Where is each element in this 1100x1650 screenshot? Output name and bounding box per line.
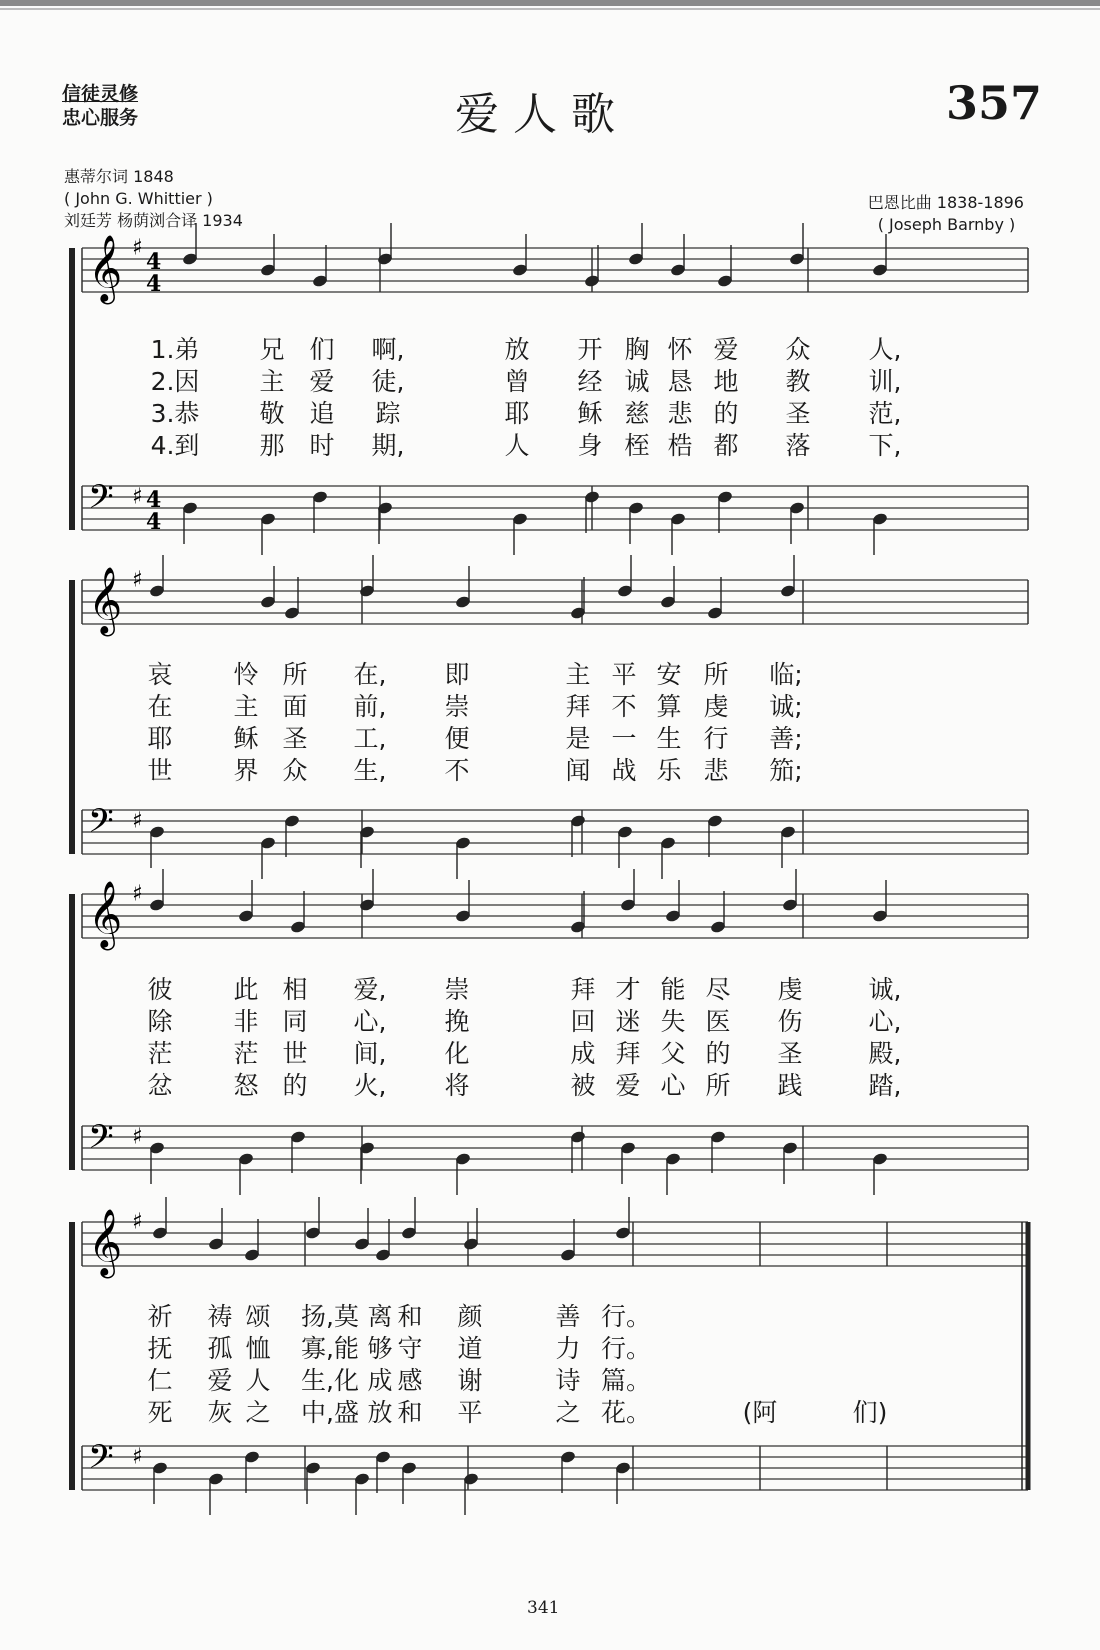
lyric-syllable: 地 xyxy=(713,367,739,396)
lyric-syllable: 医 xyxy=(705,1007,731,1036)
lyric-syllable: 所 xyxy=(282,660,308,689)
lyric-syllable: 父 xyxy=(660,1039,686,1068)
bass-clef: 𝄢 xyxy=(88,1438,114,1485)
lyric-syllable: 火, xyxy=(353,1071,387,1100)
lyric-syllable: 回 xyxy=(570,1007,596,1036)
lyric-syllable: 彼 xyxy=(147,975,173,1004)
lyric-verse-4 xyxy=(0,1393,1100,1427)
lyric-syllable: 离 xyxy=(367,1302,393,1331)
lyric-syllable: 期, xyxy=(371,431,405,460)
lyric-syllable: 心 xyxy=(660,1071,686,1100)
treble-clef: 𝄞 xyxy=(88,879,123,948)
lyric-syllable: 兄 xyxy=(259,335,285,364)
lyric-syllable: 笳; xyxy=(769,756,803,785)
lyric-syllable: 哀 xyxy=(147,660,173,689)
lyric-syllable: 1.弟 xyxy=(150,335,200,364)
lyric-syllable: 的 xyxy=(282,1071,308,1100)
lyric-syllable: 生, xyxy=(353,756,387,785)
lyric-syllable: 将 xyxy=(444,1071,470,1100)
lyric-syllable: 乐 xyxy=(656,756,682,785)
lyric-syllable: 范, xyxy=(868,399,902,428)
lyric-syllable: 祷 xyxy=(207,1302,233,1331)
lyric-syllable: 祈 xyxy=(147,1302,173,1331)
lyric-syllable: 不 xyxy=(444,756,470,785)
lyric-syllable: 孤 xyxy=(207,1334,233,1363)
lyric-syllable: 经 xyxy=(577,367,603,396)
lyric-syllable: 教 xyxy=(785,367,811,396)
lyric-syllable: 成 xyxy=(367,1366,393,1395)
lyric-syllable: 崇 xyxy=(444,975,470,1004)
lyric-syllable: 爱, xyxy=(353,975,387,1004)
category-line-1: 信徒灵修 xyxy=(62,83,139,105)
lyric-syllable: 悲 xyxy=(703,756,729,785)
lyric-syllable: 怒 xyxy=(233,1071,259,1100)
lyric-syllable: 生 xyxy=(656,724,682,753)
lyric-syllable: 是 xyxy=(565,724,591,753)
lyric-syllable: 平 xyxy=(611,660,637,689)
lyric-syllable: 时 xyxy=(309,431,335,460)
lyric-syllable: 那 xyxy=(259,431,285,460)
lyric-syllable: 圣 xyxy=(777,1039,803,1068)
lyric-syllable: 恤 xyxy=(245,1334,271,1363)
lyric-syllable: 平 xyxy=(457,1398,483,1427)
lyricist-en: ( John G. Whittier ) xyxy=(64,189,213,208)
lyric-syllable: 们 xyxy=(309,335,335,364)
lyric-syllable: 敬 xyxy=(259,399,285,428)
lyric-syllable: 被 xyxy=(570,1071,596,1100)
lyric-syllable: 忿 xyxy=(147,1071,173,1100)
key-signature-sharp: ♯ xyxy=(132,808,143,834)
lyric-syllable: 拜 xyxy=(615,1039,641,1068)
lyric-syllable: 开 xyxy=(577,335,603,364)
hymn-number: 357 xyxy=(946,76,1043,130)
lyric-syllable: 爱 xyxy=(207,1366,233,1395)
lyric-syllable: 守 xyxy=(397,1334,423,1363)
treble-clef: 𝄞 xyxy=(88,233,123,302)
lyric-syllable: 临; xyxy=(769,660,803,689)
lyric-verse-4 xyxy=(0,426,1100,460)
lyric-syllable: 不 xyxy=(611,692,637,721)
lyric-syllable: 灰 xyxy=(207,1398,233,1427)
lyric-syllable: 2.因 xyxy=(150,367,200,396)
lyric-syllable: 寡,能 xyxy=(301,1334,359,1363)
lyric-syllable: 世 xyxy=(282,1039,308,1068)
lyric-syllable: 便 xyxy=(444,724,470,753)
lyric-syllable: 身 xyxy=(577,431,603,460)
lyric-syllable: 人 xyxy=(245,1366,271,1395)
lyric-syllable: 圣 xyxy=(785,399,811,428)
lyric-verse-1 xyxy=(0,655,1100,689)
lyric-syllable: 主 xyxy=(565,660,591,689)
lyric-syllable: 才 xyxy=(615,975,641,1004)
lyric-syllable: 稣 xyxy=(577,399,603,428)
lyric-syllable: 怜 xyxy=(233,660,259,689)
lyric-syllable: 相 xyxy=(282,975,308,1004)
lyric-syllable: 训, xyxy=(868,367,902,396)
lyric-syllable: 主 xyxy=(233,692,259,721)
lyric-syllable: 放 xyxy=(504,335,530,364)
key-signature-sharp: ♯ xyxy=(132,1124,143,1150)
lyric-syllable: 生,化 xyxy=(301,1366,359,1395)
lyric-syllable: 践 xyxy=(777,1071,803,1100)
lyric-syllable: 世 xyxy=(147,756,173,785)
lyric-verse-1 xyxy=(0,330,1100,364)
lyric-syllable: 之 xyxy=(245,1398,271,1427)
lyric-syllable: 和 xyxy=(397,1398,423,1427)
lyric-syllable: 4.到 xyxy=(150,431,200,460)
lyric-syllable: 尽 xyxy=(705,975,731,1004)
lyric-verse-3 xyxy=(0,394,1100,428)
lyric-syllable: 徒, xyxy=(371,367,405,396)
lyric-syllable: 踏, xyxy=(868,1071,902,1100)
composer-en: ( Joseph Barnby ) xyxy=(877,215,1016,234)
lyric-syllable: 爱 xyxy=(713,335,739,364)
lyric-syllable: 感 xyxy=(397,1366,423,1395)
lyric-syllable: 追 xyxy=(309,399,335,428)
lyric-syllable: 啊, xyxy=(371,335,405,364)
lyric-syllable: 所 xyxy=(703,660,729,689)
lyric-verse-4 xyxy=(0,1066,1100,1100)
lyric-syllable: 前, xyxy=(353,692,387,721)
lyric-syllable: 梏 xyxy=(667,431,693,460)
lyric-syllable: 非 xyxy=(233,1007,259,1036)
lyric-verse-3 xyxy=(0,1034,1100,1068)
lyric-syllable: 在, xyxy=(353,660,387,689)
lyric-syllable: 即 xyxy=(444,660,470,689)
lyric-syllable: 圣 xyxy=(282,724,308,753)
lyric-syllable: 除 xyxy=(147,1007,173,1036)
lyric-syllable: 拜 xyxy=(570,975,596,1004)
lyric-syllable: 下, xyxy=(868,431,902,460)
lyric-syllable: 此 xyxy=(233,975,259,1004)
bass-clef: 𝄢 xyxy=(88,1118,114,1165)
lyric-syllable: 成 xyxy=(570,1039,596,1068)
lyric-syllable: 3.恭 xyxy=(150,399,200,428)
lyric-syllable: 崇 xyxy=(444,692,470,721)
lyric-syllable: 人, xyxy=(868,335,902,364)
lyric-syllable: 篇。 xyxy=(600,1366,652,1395)
lyric-verse-2 xyxy=(0,1002,1100,1036)
amen-syllable: (阿 xyxy=(742,1398,778,1427)
lyric-syllable: 行 xyxy=(703,724,729,753)
time-signature: 4 xyxy=(146,508,162,535)
key-signature-sharp: ♯ xyxy=(132,1444,143,1470)
lyric-syllable: 耶 xyxy=(504,399,530,428)
lyric-syllable: 死 xyxy=(147,1398,173,1427)
lyric-syllable: 慈 xyxy=(624,399,650,428)
lyric-syllable: 迷 xyxy=(615,1007,641,1036)
lyric-syllable: 挽 xyxy=(444,1007,470,1036)
lyric-verse-2 xyxy=(0,362,1100,396)
key-signature-sharp: ♯ xyxy=(132,881,143,907)
lyric-syllable: 都 xyxy=(713,431,739,460)
lyric-syllable: 善; xyxy=(769,724,803,753)
lyric-syllable: 行。 xyxy=(600,1302,652,1331)
key-signature-sharp: ♯ xyxy=(132,567,143,593)
lyric-syllable: 间, xyxy=(353,1039,387,1068)
lyric-verse-2 xyxy=(0,1329,1100,1363)
treble-clef: 𝄞 xyxy=(88,565,123,634)
lyric-syllable: 爱 xyxy=(309,367,335,396)
lyric-syllable: 人 xyxy=(504,431,530,460)
lyric-syllable: 踪 xyxy=(375,399,401,428)
treble-clef: 𝄞 xyxy=(88,1207,123,1276)
lyric-syllable: 放 xyxy=(367,1398,393,1427)
lyric-syllable: 之 xyxy=(555,1398,581,1427)
lyric-syllable: 所 xyxy=(705,1071,731,1100)
lyric-syllable: 诚, xyxy=(868,975,902,1004)
lyric-syllable: 善 xyxy=(555,1302,581,1331)
lyric-syllable: 桎 xyxy=(624,431,650,460)
lyric-syllable: 面 xyxy=(282,692,308,721)
bass-clef: 𝄢 xyxy=(88,478,114,525)
translators: 刘廷芳 杨荫浏合译 1934 xyxy=(64,211,243,230)
lyric-verse-2 xyxy=(0,687,1100,721)
lyric-syllable: 的 xyxy=(713,399,739,428)
time-signature: 4 xyxy=(146,270,162,297)
lyric-syllable: 失 xyxy=(660,1007,686,1036)
lyric-syllable: 主 xyxy=(259,367,285,396)
lyric-syllable: 虔 xyxy=(703,692,729,721)
lyric-syllable: 爱 xyxy=(615,1071,641,1100)
lyric-syllable: 安 xyxy=(656,660,682,689)
hymn-title: 爱人歌 xyxy=(455,89,629,140)
lyric-syllable: 的 xyxy=(705,1039,731,1068)
lyric-syllable: 同 xyxy=(282,1007,308,1036)
lyric-syllable: 耶 xyxy=(147,724,173,753)
lyric-syllable: 悲 xyxy=(667,399,693,428)
amen-syllable: 们) xyxy=(852,1398,888,1427)
lyric-syllable: 道 xyxy=(457,1334,483,1363)
page-number: 341 xyxy=(527,1598,560,1618)
lyric-syllable: 够 xyxy=(367,1334,393,1363)
lyric-syllable: 算 xyxy=(656,692,682,721)
lyric-syllable: 和 xyxy=(397,1302,423,1331)
lyric-syllable: 工, xyxy=(353,724,387,753)
lyric-syllable: 诚; xyxy=(769,692,803,721)
lyric-syllable: 中,盛 xyxy=(301,1398,359,1427)
lyric-syllable: 界 xyxy=(233,756,259,785)
lyric-syllable: 众 xyxy=(282,756,308,785)
lyric-syllable: 力 xyxy=(555,1334,581,1363)
lyricist: 惠蒂尔词 1848 xyxy=(64,167,174,186)
time-signature: 4 xyxy=(146,486,162,513)
lyric-syllable: 闻 xyxy=(565,756,591,785)
lyric-verse-3 xyxy=(0,1361,1100,1395)
lyric-syllable: 颂 xyxy=(245,1302,271,1331)
lyric-verse-1 xyxy=(0,970,1100,1004)
lyric-syllable: 战 xyxy=(611,756,637,785)
time-signature: 4 xyxy=(146,248,162,275)
lyric-verse-1 xyxy=(0,1297,1100,1331)
lyric-syllable: 化 xyxy=(444,1039,470,1068)
lyric-syllable: 众 xyxy=(785,335,811,364)
lyric-syllable: 落 xyxy=(785,431,811,460)
key-signature-sharp: ♯ xyxy=(132,484,143,510)
lyric-syllable: 诚 xyxy=(624,367,650,396)
lyric-syllable: 恳 xyxy=(667,367,693,396)
lyric-syllable: 花。 xyxy=(600,1398,652,1427)
lyric-syllable: 心, xyxy=(353,1007,387,1036)
lyric-syllable: 曾 xyxy=(504,367,530,396)
lyric-syllable: 心, xyxy=(868,1007,902,1036)
lyric-verse-3 xyxy=(0,719,1100,753)
bass-clef: 𝄢 xyxy=(88,802,114,849)
lyric-syllable: 诗 xyxy=(555,1366,581,1395)
lyric-syllable: 茫 xyxy=(147,1039,173,1068)
lyric-syllable: 伤 xyxy=(777,1007,803,1036)
lyric-syllable: 殿, xyxy=(868,1039,902,1068)
lyric-syllable: 能 xyxy=(660,975,686,1004)
lyric-syllable: 怀 xyxy=(667,335,693,364)
composer: 巴恩比曲 1838-1896 xyxy=(867,193,1024,212)
category-line-2: 忠心服务 xyxy=(62,107,139,129)
lyric-syllable: 一 xyxy=(611,724,637,753)
lyric-verse-4 xyxy=(0,751,1100,785)
lyric-syllable: 稣 xyxy=(233,724,259,753)
lyric-syllable: 行。 xyxy=(600,1334,652,1363)
lyric-syllable: 颜 xyxy=(457,1302,483,1331)
key-signature-sharp: ♯ xyxy=(132,1209,143,1235)
lyric-syllable: 在 xyxy=(147,692,173,721)
key-signature-sharp: ♯ xyxy=(132,235,143,261)
lyric-syllable: 茫 xyxy=(233,1039,259,1068)
lyric-syllable: 扬,莫 xyxy=(301,1302,359,1331)
lyric-syllable: 仁 xyxy=(147,1366,173,1395)
lyric-syllable: 抚 xyxy=(147,1334,173,1363)
lyric-syllable: 虔 xyxy=(777,975,803,1004)
lyric-syllable: 拜 xyxy=(565,692,591,721)
lyric-syllable: 谢 xyxy=(457,1366,483,1395)
lyric-syllable: 胸 xyxy=(624,335,650,364)
